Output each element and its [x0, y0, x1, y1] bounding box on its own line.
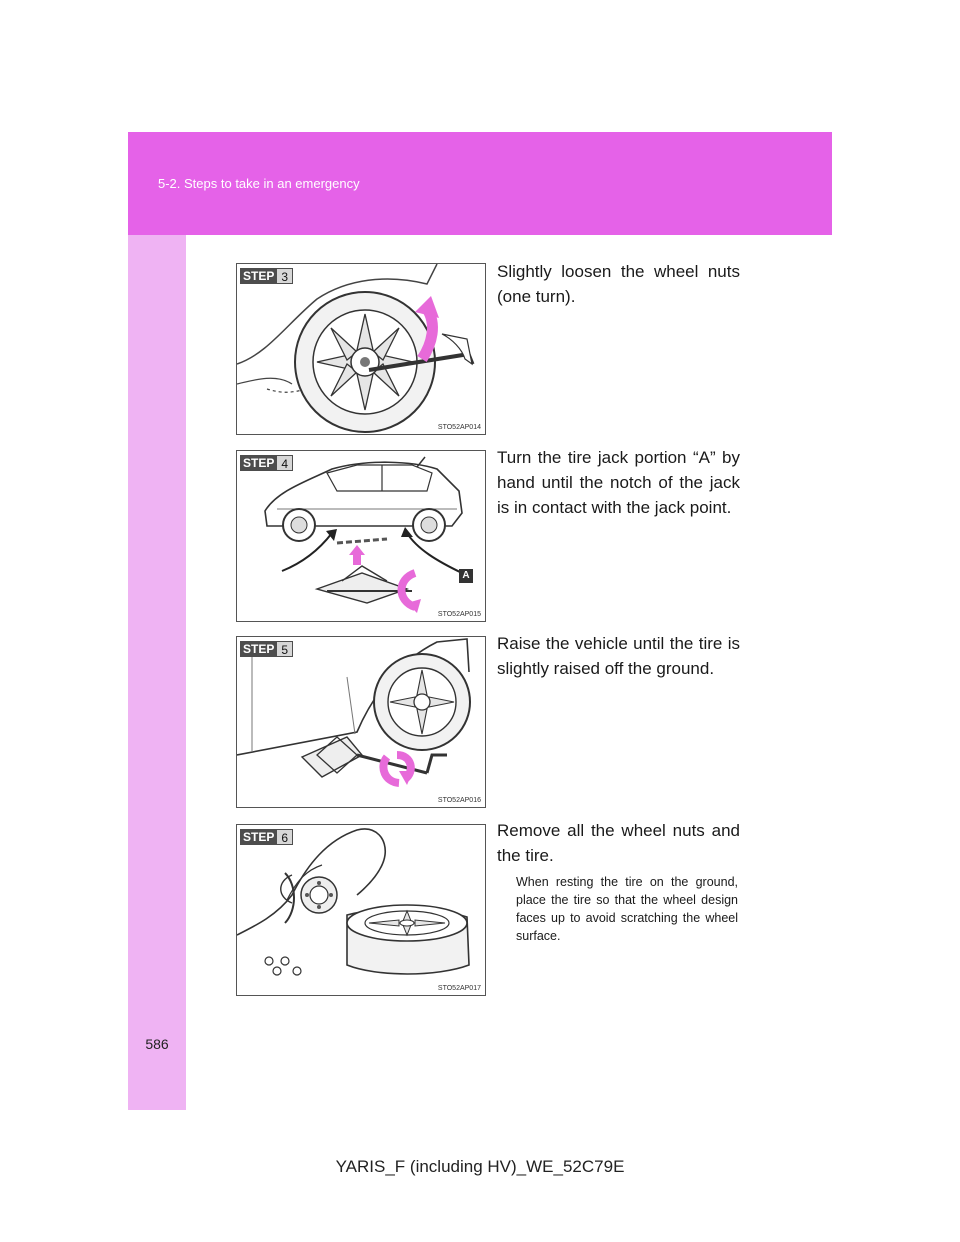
figure-code: STO52AP017: [437, 985, 481, 992]
step-4-text: Turn the tire jack portion “A” by hand until the notch of the jack is in contact with the jack point.: [497, 448, 740, 517]
step-label: STEP: [240, 268, 277, 284]
step-5-badge: [240, 641, 293, 657]
step-6-badge: [240, 829, 293, 845]
step-number: 3: [277, 268, 293, 284]
step-number: 4: [277, 455, 293, 471]
step-6-text: Remove all the wheel nuts and the tire.: [497, 821, 740, 865]
step-6-figure: [236, 824, 486, 996]
raise-vehicle-illustration: [237, 637, 485, 807]
page-number: 586: [145, 1036, 169, 1052]
step-3-text: Slightly loosen the wheel nuts (one turn).: [497, 262, 740, 306]
step-number: 6: [277, 829, 293, 845]
figure-code: STO52AP015: [437, 611, 481, 618]
loosen-nuts-illustration: [237, 264, 485, 434]
document-footer-code: YARIS_F (including HV)_WE_52C79E: [335, 1157, 625, 1176]
remove-tire-illustration: [237, 825, 485, 995]
step-number: 5: [277, 641, 293, 657]
step-label: STEP: [240, 455, 277, 471]
step-5-text: Raise the vehicle until the tire is slightly raised off the ground.: [497, 634, 740, 678]
section-title: 5-2. Steps to take in an emergency: [158, 176, 360, 191]
step-3-figure: [236, 263, 486, 435]
callout-a: A: [459, 569, 473, 583]
step-4-figure: [236, 450, 486, 622]
side-strip: [128, 235, 186, 1110]
header-band: [128, 132, 832, 235]
step-label: STEP: [240, 829, 277, 845]
step-6-note: When resting the tire on the ground, place the tire so that the wheel design faces up to avoid scratching the wheel surface.: [516, 875, 738, 943]
figure-code: STO52AP014: [437, 424, 481, 431]
figure-code: STO52AP016: [437, 797, 481, 804]
step-3-badge: [240, 268, 293, 284]
step-4-badge: [240, 455, 293, 471]
step-5-figure: [236, 636, 486, 808]
step-label: STEP: [240, 641, 277, 657]
car-and-jack-illustration: [237, 451, 485, 621]
